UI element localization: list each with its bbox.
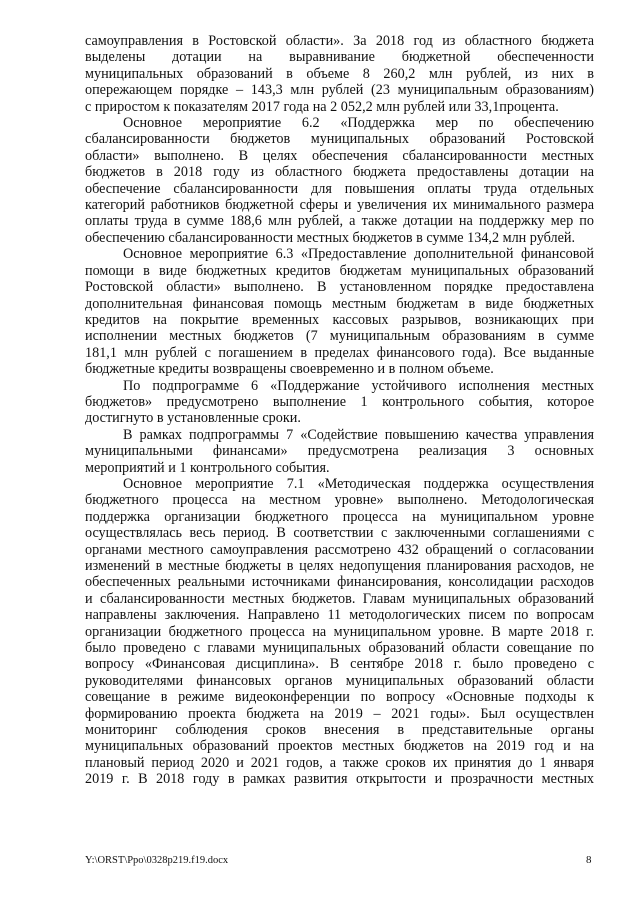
text-line: категорий работников бюджетной сферы и увеличения их минимального размера [85,197,594,214]
text-line: мероприятий и 1 контрольного события. [85,459,330,476]
text-line: мониторинг соблюдения сроков внесения в представительные органы [85,722,594,739]
text-line: направлены заключения. Направлено 11 методологических писем по вопросам [85,607,594,624]
text-line: Основное мероприятие 6.2 «Поддержка мер по обеспечению [123,115,594,132]
text-line: и сбалансированности местных бюджетов. Главам муниципальных образований [85,590,594,607]
document-body [85,33,594,788]
text-line: кредитов на покрытие временных кассовых разрывов, возникающих при [85,311,594,328]
page-number: 8 [586,854,592,866]
text-line: области» выполнено. В целях обеспечения сбалансированности местных [85,147,594,164]
text-line: плановый период 2020 и 2021 годов, а также сроков их принятия до 1 января [85,754,594,771]
paragraph-1 [85,33,594,115]
text-line: самоуправления в Ростовской области». За 2018 год из областного бюджета [85,33,594,49]
text-line: Ростовской области» выполнено. В установленном порядке предоставлена [85,279,594,296]
text-line: формированию проекта бюджета на 2019 – 2021 годы». Был осуществлен [85,705,594,722]
text-line: Основное мероприятие 6.3 «Предоставление дополнительной финансовой [123,246,594,263]
text-line: было проведено с главами муниципальных образований области совещание по [85,640,594,657]
paragraph-4 [85,378,594,427]
footer-file-path: Y:\ORST\Ppo\0328p219.f19.docx [85,855,229,866]
text-line: выделены дотации на выравнивание бюджетной обеспеченности [85,49,594,66]
text-line: 181,1 млн рублей с погашением в пределах финансового года). Все выданные [85,344,594,361]
text-line: муниципальными финансами» предусмотрена реализация 3 основных [85,443,594,460]
text-line: дополнительная финансовая помощь местным бюджетам в виде бюджетных [85,295,594,312]
paragraph-6 [85,476,594,788]
text-line: бюджетного процесса на местном уровне» выполнено. Методологическая [85,492,594,509]
text-line: организации бюджетного процесса на муниципальном уровне. В марте 2018 г. [85,623,594,640]
text-line: органами местного самоуправления рассмотрено 432 обращений о согласовании [85,541,594,558]
text-line: обеспеченных реальными источниками финансирования, консолидации расходов [85,574,594,591]
text-line: бюджетные кредиты возвращены своевременно и в полном объеме. [85,361,494,378]
text-line: руководителями финансовых органов муниципальных образований области [85,672,594,689]
text-line: вопросу «Финансовая дисциплина». В сентябре 2018 г. было проведено с [85,656,594,673]
text-line: помощи в виде бюджетных кредитов бюджетам муниципальных образований [85,262,594,279]
text-line: В рамках подпрограммы 7 «Содействие повышению качества управления [123,426,594,443]
text-line: исполнении местных бюджетов (7 муниципальным образованиям в сумме [85,328,594,345]
text-line: обеспечению сбалансированности местных бюджетов в сумме 134,2 млн рублей. [85,229,576,246]
text-line: муниципальных образований проектов местных бюджетов на 2019 год и на [85,738,594,755]
text-line: осуществлялась весь период. В соответствии с заключенными соглашениями с [85,525,594,542]
text-line: бюджетов в 2018 году из областного бюджета предоставлены дотации на [85,164,594,181]
text-line: с приростом к показателям 2017 года на 2 052,2 млн рублей или 33,1процента. [85,98,559,115]
text-line: Основное мероприятие 7.1 «Методическая поддержка осуществления [123,475,594,492]
text-line: опережающем порядке – 143,3 млн рублей (23 муниципальным образованиям) [85,82,594,99]
paragraph-3 [85,246,594,377]
text-line: совещание в режиме видеоконференции по вопросу «Основные подходы к [85,689,594,706]
text-line: поддержка организации бюджетного процесса на муниципальном уровне [85,508,594,525]
text-line: обеспечение сбалансированности для повышения оплаты труда отдельных [85,180,594,197]
paragraph-5 [85,427,594,476]
text-line: 2019 г. В 2018 году в рамках развития открытости и прозрачности местных [85,771,594,788]
text-line: достигнуто в установленные сроки. [85,410,301,427]
text-line: бюджетов» предусмотрено выполнение 1 контрольного события, которое [85,393,594,410]
paragraph-2 [85,115,594,246]
text-line: сбалансированности бюджетов муниципальных образований Ростовской [85,131,594,148]
text-line: изменений в местные бюджеты в целях недопущения планирования расходов, не [85,558,594,574]
text-line: По подпрограмме 6 «Поддержание устойчивого исполнения местных [123,377,594,394]
text-line: муниципальных образований в объеме 8 260,2 млн рублей, из них в [85,65,594,82]
text-line: оплаты труда в сумме 188,6 млн рублей, а также дотации на поддержку мер по [85,213,594,230]
